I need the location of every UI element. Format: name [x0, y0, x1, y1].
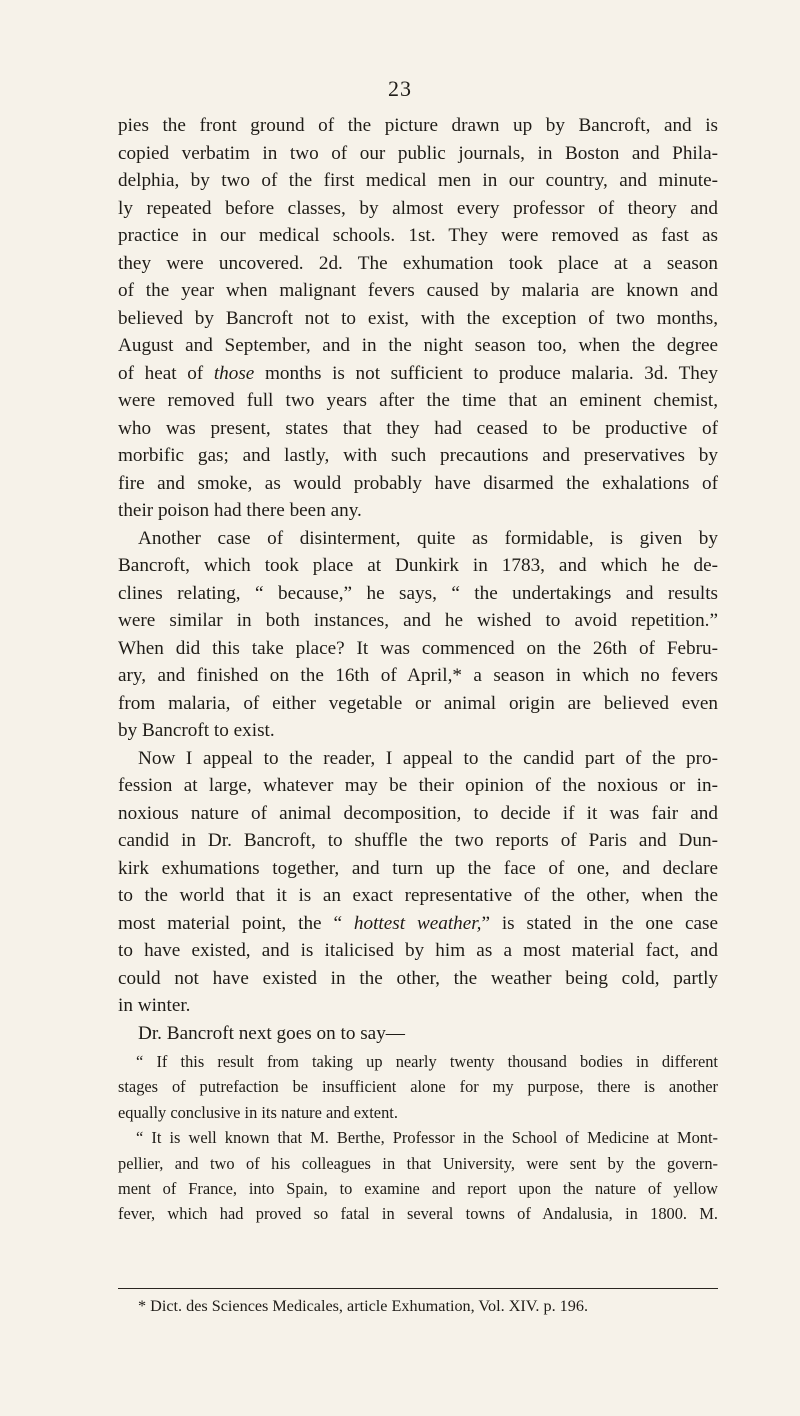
text-line [118, 910, 718, 938]
text-line: were similar in both instances, and he wished to avoid repetition.” [118, 610, 718, 631]
text-line: Another case of disinterment, quite as formidable, is given by [138, 527, 718, 549]
text-run: months is not sufficient to produce malaria. 3d. They [254, 362, 718, 384]
footnote: * Dict. des Sciences Medicales, article Exhumation, Vol. XIV. p. 196. [138, 1297, 589, 1315]
text-run: ” is stated in the one case [481, 912, 718, 934]
text-line: of the year when malignant fevers caused by malaria are known and [118, 280, 718, 301]
text-run: of heat of [118, 362, 214, 384]
text-line: noxious nature of animal decomposition, to decide if it was fair and [118, 802, 718, 824]
quote-line: fever, which had proved so fatal in several towns of Andalusia, in 1800. M. [118, 1204, 718, 1224]
quote-line: ment of France, into Spain, to examine and report upon the nature of yellow [118, 1178, 718, 1198]
text-line: from malaria, of either vegetable or animal origin are believed even [118, 692, 718, 714]
paragraph-4 [118, 1020, 718, 1048]
text-line: Dr. Bancroft next goes on to say— [138, 1022, 405, 1044]
text-line: believed by Bancroft not to exist, with the exception of two months, [118, 307, 718, 329]
text-line: Now I appeal to the reader, I appeal to the candid part of the pro- [138, 747, 718, 769]
text-line: ly repeated before classes, by almost every professor of theory and [118, 197, 718, 219]
italic-text: those [213, 362, 255, 384]
text-line: to have existed, and is italicised by him as a most material fact, and [118, 940, 718, 961]
paragraph-1 [118, 112, 718, 525]
text-line: August and September, and in the night season too, when the degree [118, 335, 718, 356]
text-line: were removed full two years after the time that an eminent chemist, [118, 390, 718, 411]
text-run: most material point, the “ [118, 912, 354, 934]
text-line: Bancroft, which took place at Dunkirk in 1783, and which he de- [118, 555, 718, 576]
paragraph-2 [118, 525, 718, 745]
quote-line: pellier, and two of his colleagues in that University, were sent by the govern- [118, 1153, 718, 1173]
text-line: copied verbatim in two of our public journals, in Boston and Phila- [118, 142, 718, 164]
block-quote [118, 1049, 718, 1227]
text-line [118, 360, 718, 388]
text-line: morbific gas; and lastly, with such precautions and preservatives by [118, 445, 718, 466]
text-line: fire and smoke, as would probably have disarmed the exhalations of [118, 472, 718, 494]
text-line: by Bancroft to exist. [118, 720, 275, 741]
text-line: fession at large, whatever may be their opinion of the noxious or in- [118, 775, 718, 796]
text-line: kirk exhumations together, and turn up the face of one, and declare [118, 857, 718, 879]
text-line: their poison had there been any. [118, 500, 362, 521]
body-text [118, 112, 718, 1227]
text-line: ary, and finished on the 16th of April,* a season in which no fevers [118, 665, 718, 686]
text-line: to the world that it is an exact representative of the other, when the [118, 885, 718, 906]
footnote-rule [118, 1288, 718, 1289]
text-line: practice in our medical schools. 1st. They were removed as fast as [118, 225, 718, 246]
text-line: they were uncovered. 2d. The exhumation took place at a season [118, 252, 718, 274]
italic-text: hottest weather, [353, 912, 482, 934]
paragraph-3 [118, 745, 718, 1020]
quote-line: “ It is well known that M. Berthe, Professor in the School of Medicine at Mont- [136, 1128, 718, 1148]
page-number: 23 [388, 76, 412, 101]
text-line: could not have existed in the other, the weather being cold, partly [118, 967, 718, 989]
text-line: When did this take place? It was commenced on the 26th of Febru- [118, 637, 718, 659]
quote-line: “ If this result from taking up nearly twenty thousand bodies in different [136, 1052, 718, 1071]
text-line: in winter. [118, 995, 191, 1016]
text-line: delphia, by two of the first medical men in our country, and minute- [118, 170, 718, 191]
text-line: candid in Dr. Bancroft, to shuffle the two reports of Paris and Dun- [118, 830, 718, 851]
text-line: who was present, states that they had ceased to be productive of [118, 417, 718, 439]
text-line: clines relating, “ because,” he says, “ the undertakings and results [118, 582, 718, 604]
quote-line: stages of putrefaction be insufficient alone for my purpose, there is another [118, 1077, 718, 1097]
quote-line: equally conclusive in its nature and extent. [118, 1102, 398, 1122]
text-line: pies the front ground of the picture drawn up by Bancroft, and is [118, 115, 718, 136]
